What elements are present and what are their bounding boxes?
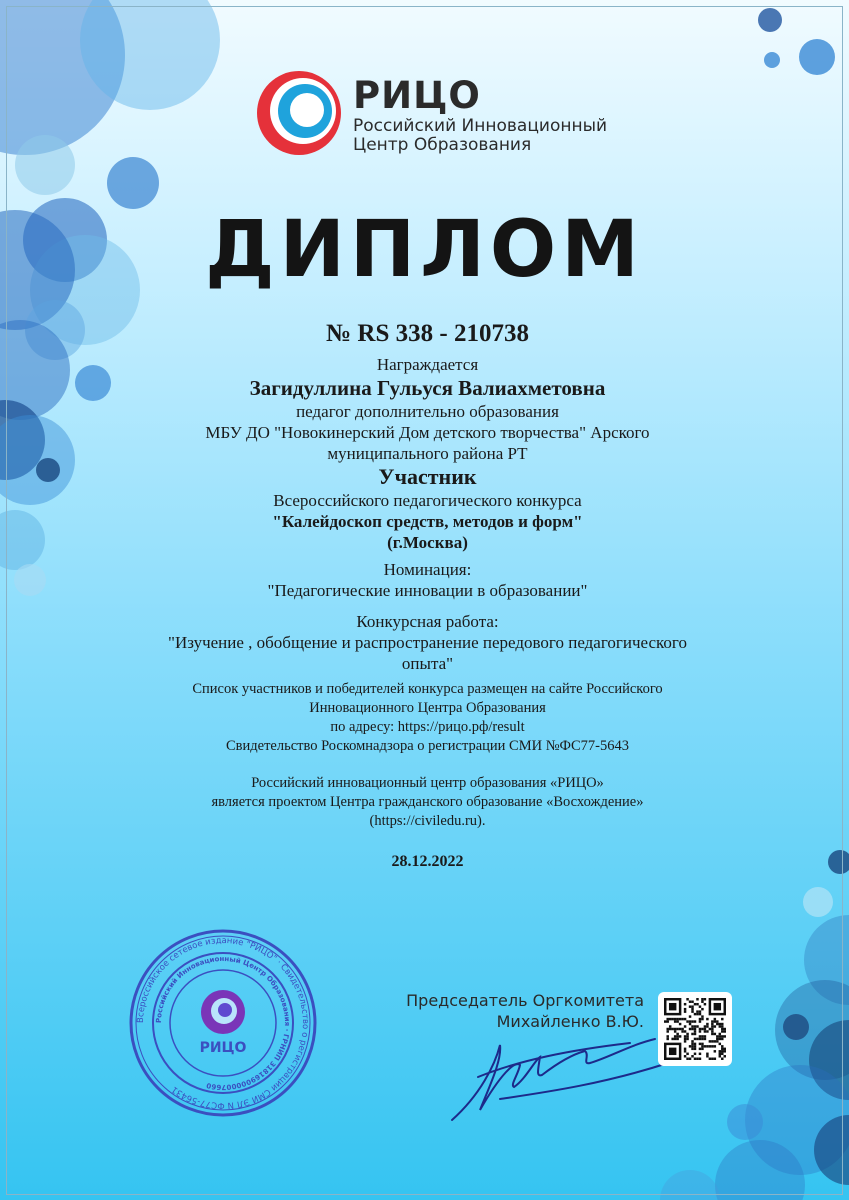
diploma-title: ДИПЛОМ bbox=[205, 205, 644, 295]
logo-subtitle-line2: Центр Образования bbox=[353, 135, 532, 155]
qr-code[interactable] bbox=[658, 992, 732, 1066]
svg-text:РИЦО: РИЦО bbox=[199, 1040, 247, 1056]
chairman-name: Михайленко В.Ю. bbox=[496, 1012, 644, 1031]
project-line2: является проектом Центра гражданского образование «Восхождение» bbox=[211, 794, 644, 810]
logo-subtitle-line1: Российский Инновационный bbox=[353, 116, 608, 136]
rico-logo bbox=[256, 70, 616, 160]
organization-line1: МБУ ДО "Новокинерский Дом детского творчества" Арского bbox=[205, 423, 650, 442]
contest-city: (г.Москва) bbox=[387, 533, 468, 552]
diploma-number: № RS 338 - 210738 bbox=[326, 320, 529, 347]
chairman-signature bbox=[440, 1015, 670, 1135]
project-line1: Российский инновационный центр образования «РИЦО» bbox=[251, 775, 604, 791]
recipient-position: педагог дополнительно образования bbox=[296, 402, 559, 421]
contest-type: Всероссийского педагогического конкурса bbox=[273, 491, 582, 510]
svg-text:Российский Инновационный Центр: Российский Инновационный Центр Образования · ГРНИП 318169000007660 bbox=[154, 954, 292, 1092]
awarded-label: Награждается bbox=[376, 355, 479, 374]
nomination-label: Номинация: bbox=[383, 560, 472, 579]
nomination-value: "Педагогические инновации в образовании" bbox=[267, 581, 588, 600]
organization-seal bbox=[128, 928, 318, 1118]
qr-code-icon bbox=[664, 998, 726, 1060]
issue-date: 28.12.2022 bbox=[391, 853, 464, 870]
contest-name: "Калейдоскоп средств, методов и форм" bbox=[272, 512, 583, 531]
info-line2: Инновационного Центра Образования bbox=[309, 700, 546, 716]
recipient-name: Загидуллина Гульуся Валиахметовна bbox=[249, 376, 606, 400]
project-line3: (https://civiledu.ru). bbox=[369, 813, 486, 829]
diploma-body bbox=[130, 320, 725, 871]
svg-text:Всероссийское сетевое издание: Всероссийское сетевое издание "РИЦО" · Свидетельство о регистрации СМИ ЭЛ N ФС77-56431 bbox=[135, 935, 311, 1111]
rico-logo-mark-icon bbox=[256, 70, 342, 156]
logo-subtitle bbox=[353, 117, 607, 155]
info-line1: Список участников и победителей конкурса размещен на сайте Российского bbox=[192, 681, 663, 697]
work-label: Конкурсная работа: bbox=[356, 612, 499, 631]
logo-name: РИЦО bbox=[353, 74, 481, 117]
info-line4: Свидетельство Роскомнадзора о регистрации СМИ №ФС77-5643 bbox=[225, 738, 630, 754]
chairman-title: Председатель Оргкомитета bbox=[406, 991, 644, 1010]
bubbles-top-right bbox=[758, 8, 835, 75]
award-status: Участник bbox=[378, 464, 477, 489]
info-line3: по адресу: https://рицо.рф/result bbox=[330, 719, 525, 735]
organization-line2: муниципального района РТ bbox=[327, 444, 528, 463]
work-title-line1: "Изучение , обобщение и распространение передового педагогического bbox=[168, 633, 687, 652]
work-title-line2: опыта" bbox=[401, 654, 454, 673]
